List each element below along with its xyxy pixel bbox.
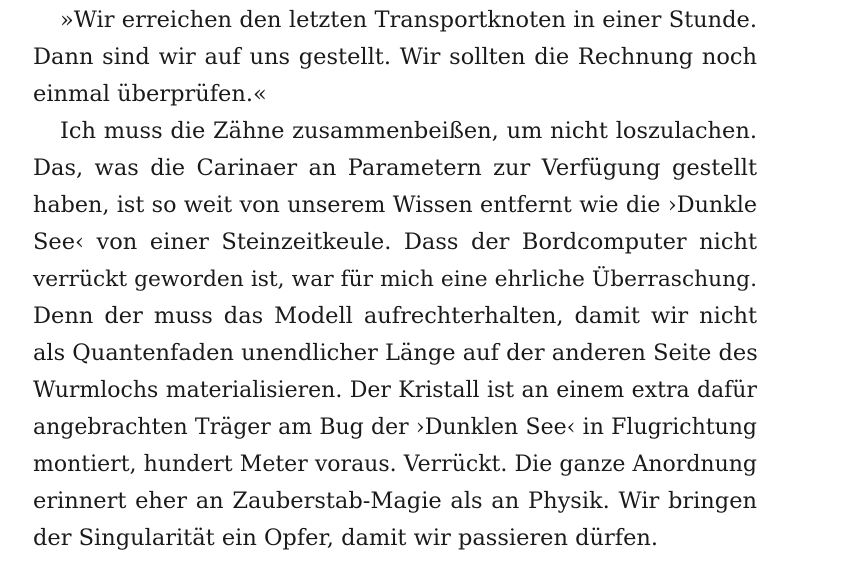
document-page	[33, 2, 813, 557]
text-line: Ich muss die Zähne zusammenbeißen, um nicht loszulachen.	[60, 118, 757, 144]
text-line: See‹ von einer Steinzeitkeule. Dass der Bordcomputer nicht	[33, 229, 757, 255]
text-line: einmal überprüfen.«	[33, 81, 267, 107]
text-line: Dann sind wir auf uns gestellt. Wir sollten die Rechnung noch	[33, 44, 757, 70]
text-line: Das, was die Carinaer an Parametern zur Verfügung gestellt	[33, 155, 757, 181]
text-line: »Wir erreichen den letzten Transportknoten in einer Stunde.	[60, 7, 757, 33]
paragraph-2	[33, 113, 813, 557]
text-line: angebrachten Träger am Bug der ›Dunklen See‹ in Flugrichtung	[33, 415, 757, 440]
text-line: verrückt geworden ist, war für mich eine ehrliche Überraschung.	[33, 267, 757, 292]
text-line: Wurmlochs materialisieren. Der Kristall ist an einem extra dafür	[33, 378, 757, 403]
text-line: als Quantenfaden unendlicher Länge auf der anderen Seite des	[33, 340, 758, 366]
text-line: montiert, hundert Meter voraus. Verrückt. Die ganze Anordnung	[33, 452, 757, 477]
paragraph-1	[33, 2, 813, 113]
text-line: erinnert eher an Zauberstab-Magie als an Physik. Wir bringen	[33, 488, 757, 514]
text-line: der Singularität ein Opfer, damit wir passieren dürfen.	[33, 525, 659, 551]
text-line: haben, ist so weit von unserem Wissen entfernt wie die ›Dunkle	[33, 192, 757, 218]
text-line: Denn der muss das Modell aufrechterhalten, damit wir nicht	[33, 303, 757, 329]
